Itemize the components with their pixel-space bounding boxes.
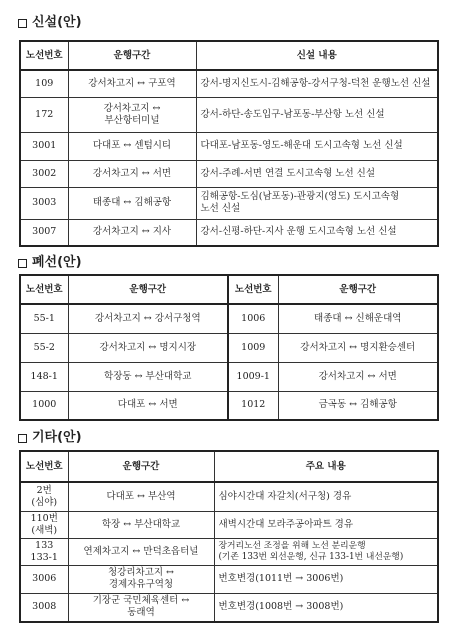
route-section: 금곡동 ↔ 김해공항 <box>278 391 438 420</box>
header-section: 운행구간 <box>68 451 214 482</box>
route-number: 1009 <box>228 333 278 362</box>
table-row <box>20 538 438 565</box>
header-new-content: 신설 내용 <box>196 41 438 70</box>
route-number: 55-1 <box>20 304 68 333</box>
route-content: 번호변경(1011번 → 3006번) <box>214 565 438 593</box>
route-number: 2번 (심야) <box>20 482 68 511</box>
route-number: 148-1 <box>20 362 68 391</box>
route-number: 55-2 <box>20 333 68 362</box>
route-section: 태종대 ↔ 김해공항 <box>68 187 196 219</box>
section-title-closed <box>18 255 82 271</box>
checkbox-square-icon <box>18 434 27 443</box>
route-section: 강서차고지 ↔ 서면 <box>68 160 196 187</box>
table-row <box>20 511 438 538</box>
route-number: 109 <box>20 70 68 97</box>
route-number: 1006 <box>228 304 278 333</box>
route-number: 3007 <box>20 219 68 246</box>
route-number: 3001 <box>20 132 68 160</box>
route-content: 강서-명지신도시-김해공항-강서구청-덕천 운행노선 신설 <box>196 70 438 97</box>
route-section: 학장동 ↔ 부산대학교 <box>68 362 228 391</box>
table-row <box>20 391 438 420</box>
table-row <box>20 304 438 333</box>
route-number: 3008 <box>20 593 68 622</box>
table-row <box>20 132 438 160</box>
route-content: 새벽시간대 모라주공아파트 경유 <box>214 511 438 538</box>
header-main-content: 주요 내용 <box>214 451 438 482</box>
section-title-other <box>18 430 82 446</box>
route-section: 강서차고지 ↔ 강서구청역 <box>68 304 228 333</box>
route-content: 다대포-남포동-영도-해운대 도시고속형 노선 신설 <box>196 132 438 160</box>
section-title-closed-text: 폐선(안) <box>32 255 82 270</box>
route-section: 연제차고지 ↔ 만덕초읍터널 <box>68 538 214 565</box>
table-row <box>20 97 438 132</box>
checkbox-square-icon <box>18 259 27 268</box>
table-row <box>20 362 438 391</box>
route-number: 1012 <box>228 391 278 420</box>
route-section: 강서차고지 ↔ 명지시장 <box>68 333 228 362</box>
table-row <box>20 160 438 187</box>
table-row <box>20 219 438 246</box>
route-number: 1000 <box>20 391 68 420</box>
new-routes-table <box>19 40 439 247</box>
header-route-number: 노선번호 <box>20 41 68 70</box>
route-number: 133 133-1 <box>20 538 68 565</box>
route-number: 3002 <box>20 160 68 187</box>
route-content: 강서-신평-하단-지사 운행 도시고속형 노선 신설 <box>196 219 438 246</box>
header-section: 운행구간 <box>68 275 228 304</box>
route-content: 심야시간대 자갈치(서구청) 경유 <box>214 482 438 511</box>
closed-routes-table <box>19 274 439 421</box>
header-route-number: 노선번호 <box>20 451 68 482</box>
route-section: 강서차고지 ↔ 부산항터미널 <box>68 97 196 132</box>
header-route-number: 노선번호 <box>228 275 278 304</box>
table-row <box>20 187 438 219</box>
route-section: 다대포 ↔ 부산역 <box>68 482 214 511</box>
section-title-new <box>18 15 82 31</box>
header-section: 운행구간 <box>278 275 438 304</box>
header-route-number: 노선번호 <box>20 275 68 304</box>
checkbox-square-icon <box>18 19 27 28</box>
header-section: 운행구간 <box>68 41 196 70</box>
route-number: 3003 <box>20 187 68 219</box>
route-section: 태종대 ↔ 신해운대역 <box>278 304 438 333</box>
route-section: 다대포 ↔ 서면 <box>68 391 228 420</box>
route-content: 김해공항-도심(남포동)-관광지(영도) 도시고속형 노선 신설 <box>196 187 438 219</box>
route-section: 학장 ↔ 부산대학교 <box>68 511 214 538</box>
route-section: 다대포 ↔ 센텀시티 <box>68 132 196 160</box>
route-section: 강서차고지 ↔ 서면 <box>278 362 438 391</box>
route-section: 강서차고지 ↔ 명지환승센터 <box>278 333 438 362</box>
route-section: 청강리차고지 ↔ 경제자유구역청 <box>68 565 214 593</box>
route-number: 1009-1 <box>228 362 278 391</box>
table-row <box>20 482 438 511</box>
section-title-new-text: 신설(안) <box>32 15 82 30</box>
table-row <box>20 333 438 362</box>
route-section: 강서차고지 ↔ 구포역 <box>68 70 196 97</box>
route-section: 기장군 국민체육센터 ↔ 동래역 <box>68 593 214 622</box>
route-number: 110번 (새벽) <box>20 511 68 538</box>
table-row <box>20 70 438 97</box>
route-section: 강서차고지 ↔ 지사 <box>68 219 196 246</box>
route-content: 강서-주례-서면 연결 도시고속형 노선 신설 <box>196 160 438 187</box>
route-content: 번호변경(1008번 → 3008번) <box>214 593 438 622</box>
other-routes-table <box>19 450 439 623</box>
route-number: 3006 <box>20 565 68 593</box>
section-title-other-text: 기타(안) <box>32 430 82 445</box>
table-row <box>20 593 438 622</box>
table-row <box>20 565 438 593</box>
route-content: 강서-하단-송도입구-남포동-부산항 노선 신설 <box>196 97 438 132</box>
route-number: 172 <box>20 97 68 132</box>
route-content: 장거리노선 조정을 위해 노선 분리운행 (기존 133번 외선운행, 신규 133-1번 내선운행) <box>214 538 438 565</box>
